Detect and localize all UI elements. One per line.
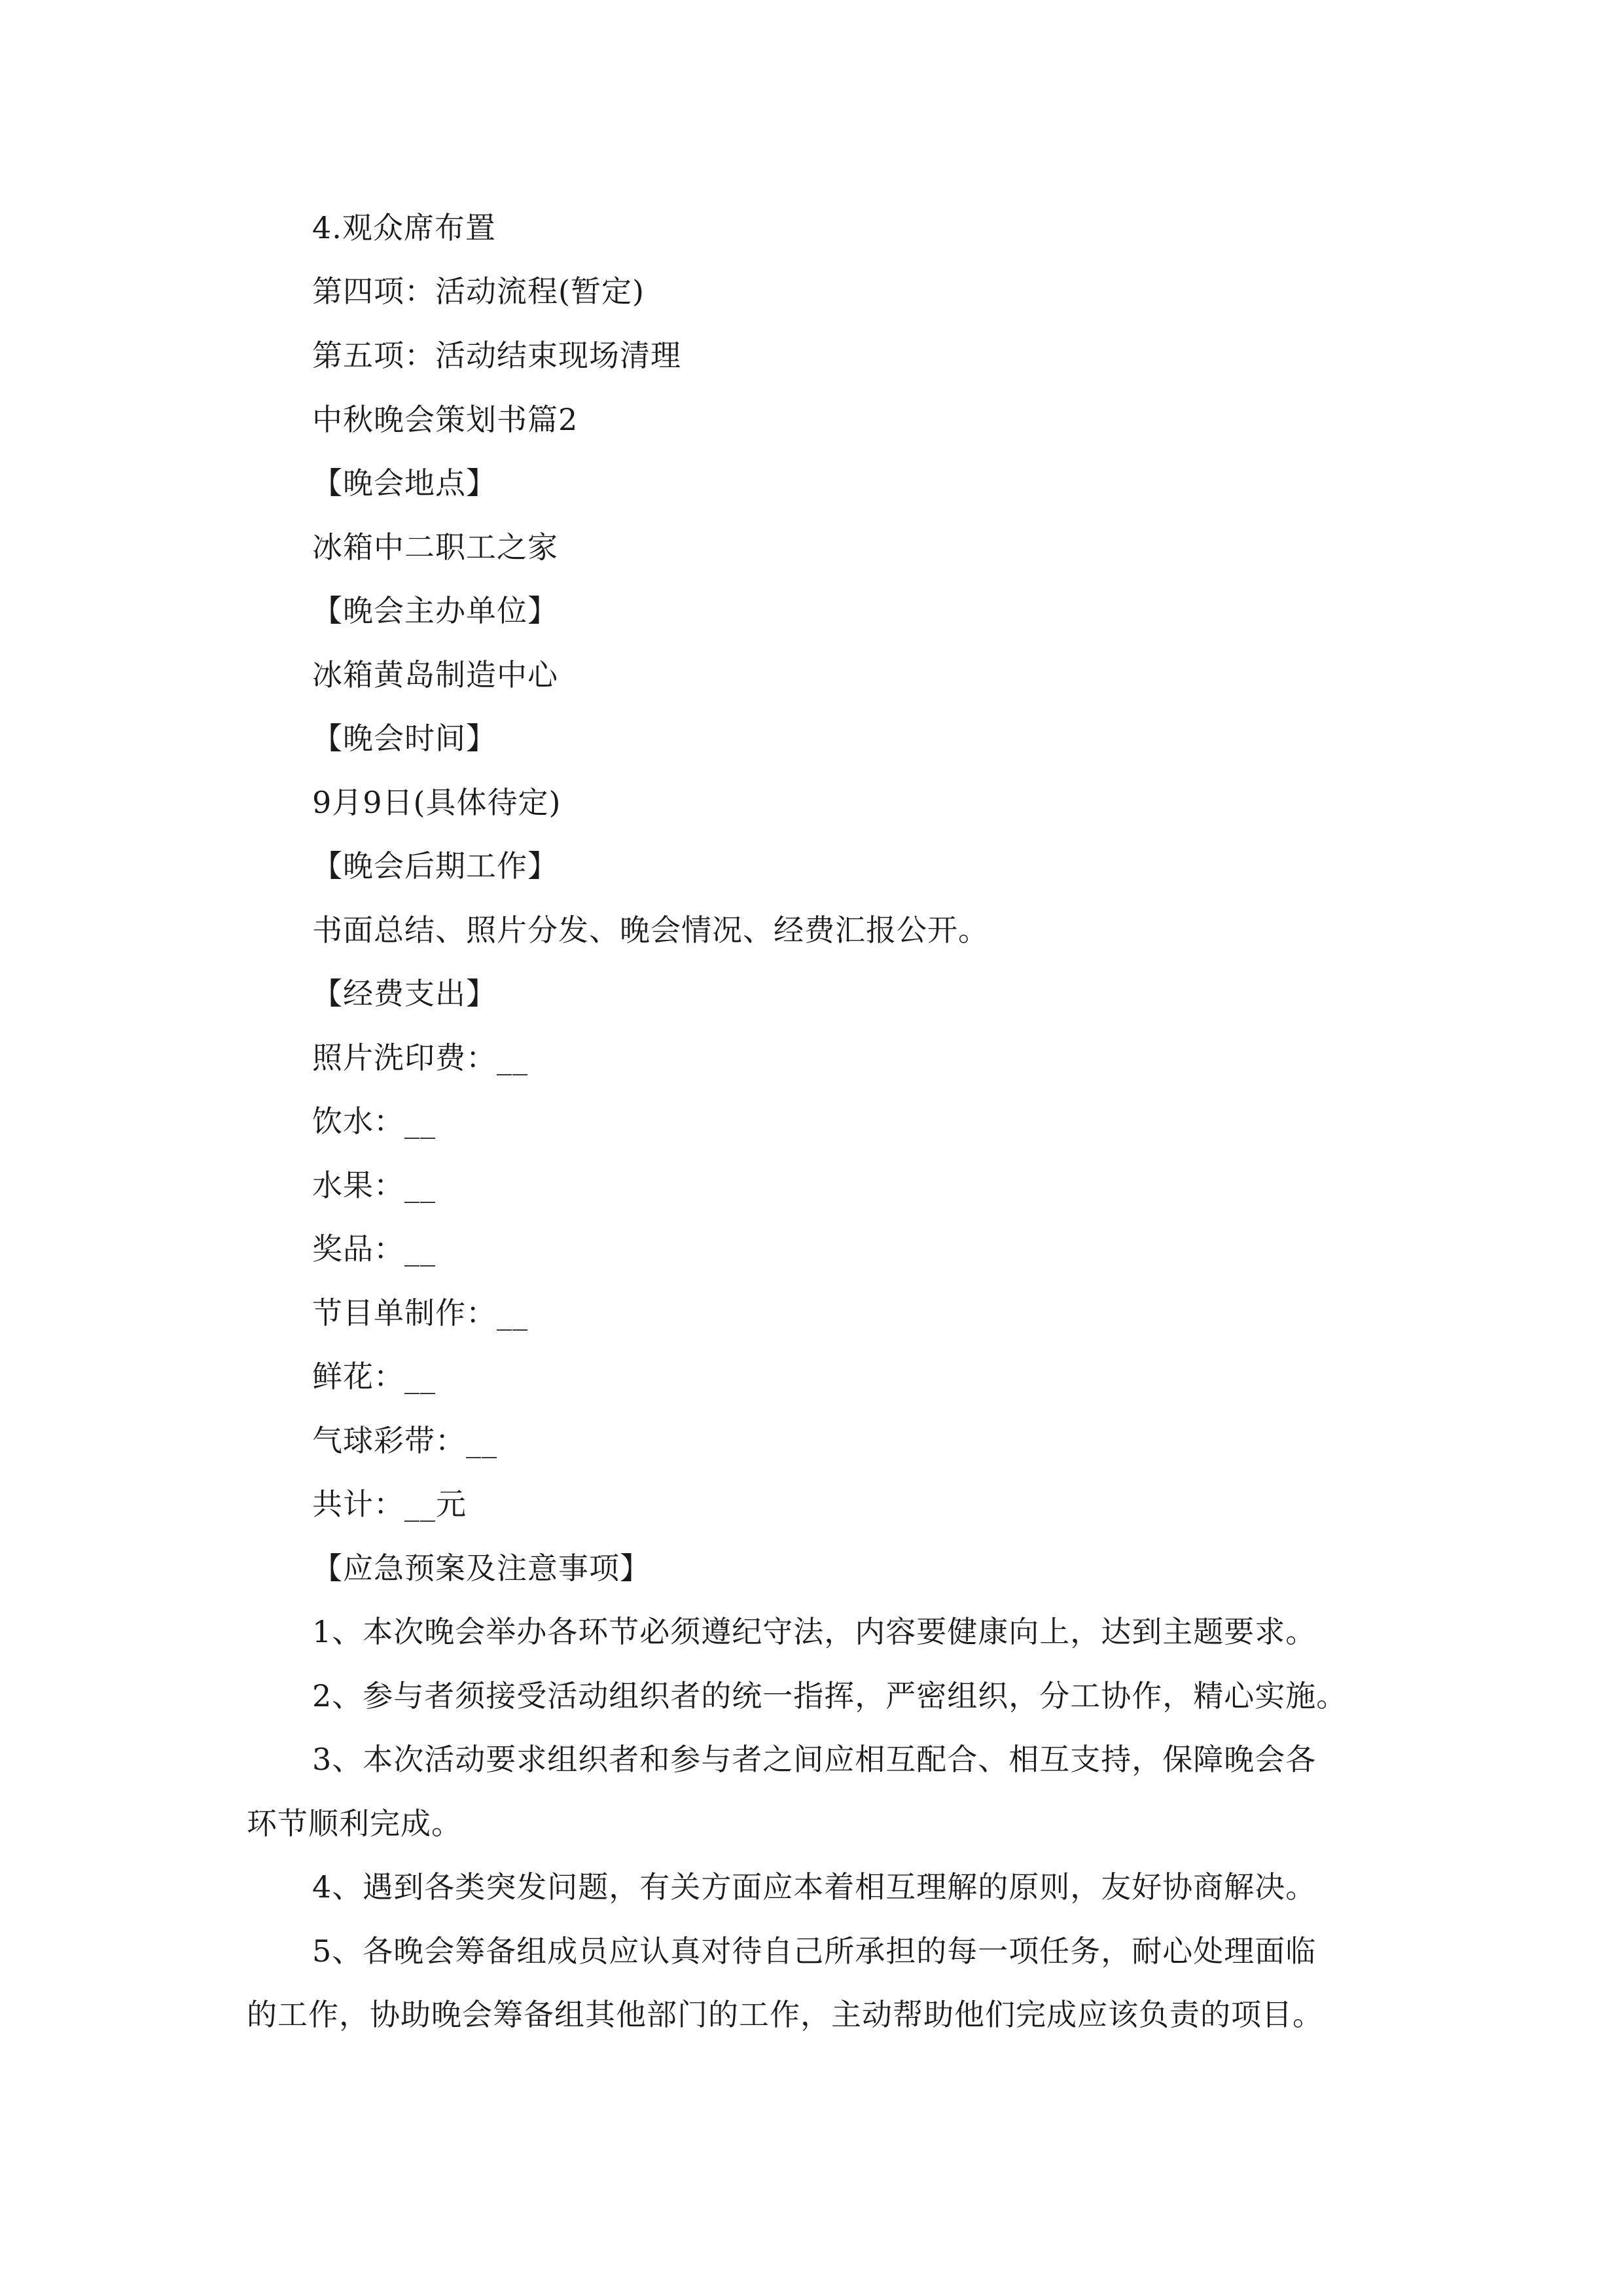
section-heading: 中秋晚会策划书篇2 (312, 402, 579, 437)
text-line: 4.观众席布置 (312, 210, 496, 245)
paragraph-line: 环节顺利完成。 (247, 1806, 462, 1841)
expense-item: 气球彩带：__ (312, 1423, 497, 1458)
section-label: 【晚会地点】 (312, 465, 497, 501)
paragraph-line: 1、本次晚会举办各环节必须遵纪守法，内容要健康向上，达到主题要求。 (312, 1614, 1317, 1649)
section-label: 【晚会主办单位】 (312, 593, 558, 628)
paragraph-line: 2、参与者须接受活动组织者的统一指挥，严密组织，分工协作，精心实施。 (312, 1678, 1347, 1713)
text-line: 冰箱中二职工之家 (312, 529, 558, 565)
expense-item: 鲜花：__ (312, 1359, 436, 1394)
paragraph-line: 3、本次活动要求组织者和参与者之间应相互配合、相互支持，保障晚会各 (312, 1742, 1317, 1777)
expense-item: 照片洗印费：__ (312, 1040, 528, 1075)
expense-item: 饮水：__ (312, 1103, 436, 1139)
section-label: 【晚会时间】 (312, 721, 497, 756)
section-label: 【经费支出】 (312, 976, 497, 1011)
text-line: 9月9日(具体待定) (312, 785, 562, 820)
section-label: 【应急预案及注意事项】 (312, 1551, 651, 1586)
text-line: 第四项：活动流程(暂定) (312, 274, 645, 309)
expense-item: 奖品：__ (312, 1231, 436, 1266)
paragraph-line: 4、遇到各类突发问题，有关方面应本着相互理解的原则，友好协商解决。 (312, 1869, 1317, 1905)
text-line: 冰箱黄岛制造中心 (312, 657, 558, 692)
expense-item: 水果：__ (312, 1168, 436, 1203)
text-line: 书面总结、照片分发、晚会情况、经费汇报公开。 (312, 912, 989, 948)
paragraph-line: 5、各晚会筹备组成员应认真对待自己所承担的每一项任务，耐心处理面临 (312, 1933, 1317, 1969)
expense-total: 共计：__元 (312, 1486, 467, 1522)
paragraph-line: 的工作，协助晚会筹备组其他部门的工作，主动帮助他们完成应该负责的项目。 (247, 1997, 1323, 2032)
text-line: 第五项：活动结束现场清理 (312, 338, 681, 373)
section-label: 【晚会后期工作】 (312, 848, 558, 884)
expense-item: 节目单制作：__ (312, 1295, 528, 1331)
